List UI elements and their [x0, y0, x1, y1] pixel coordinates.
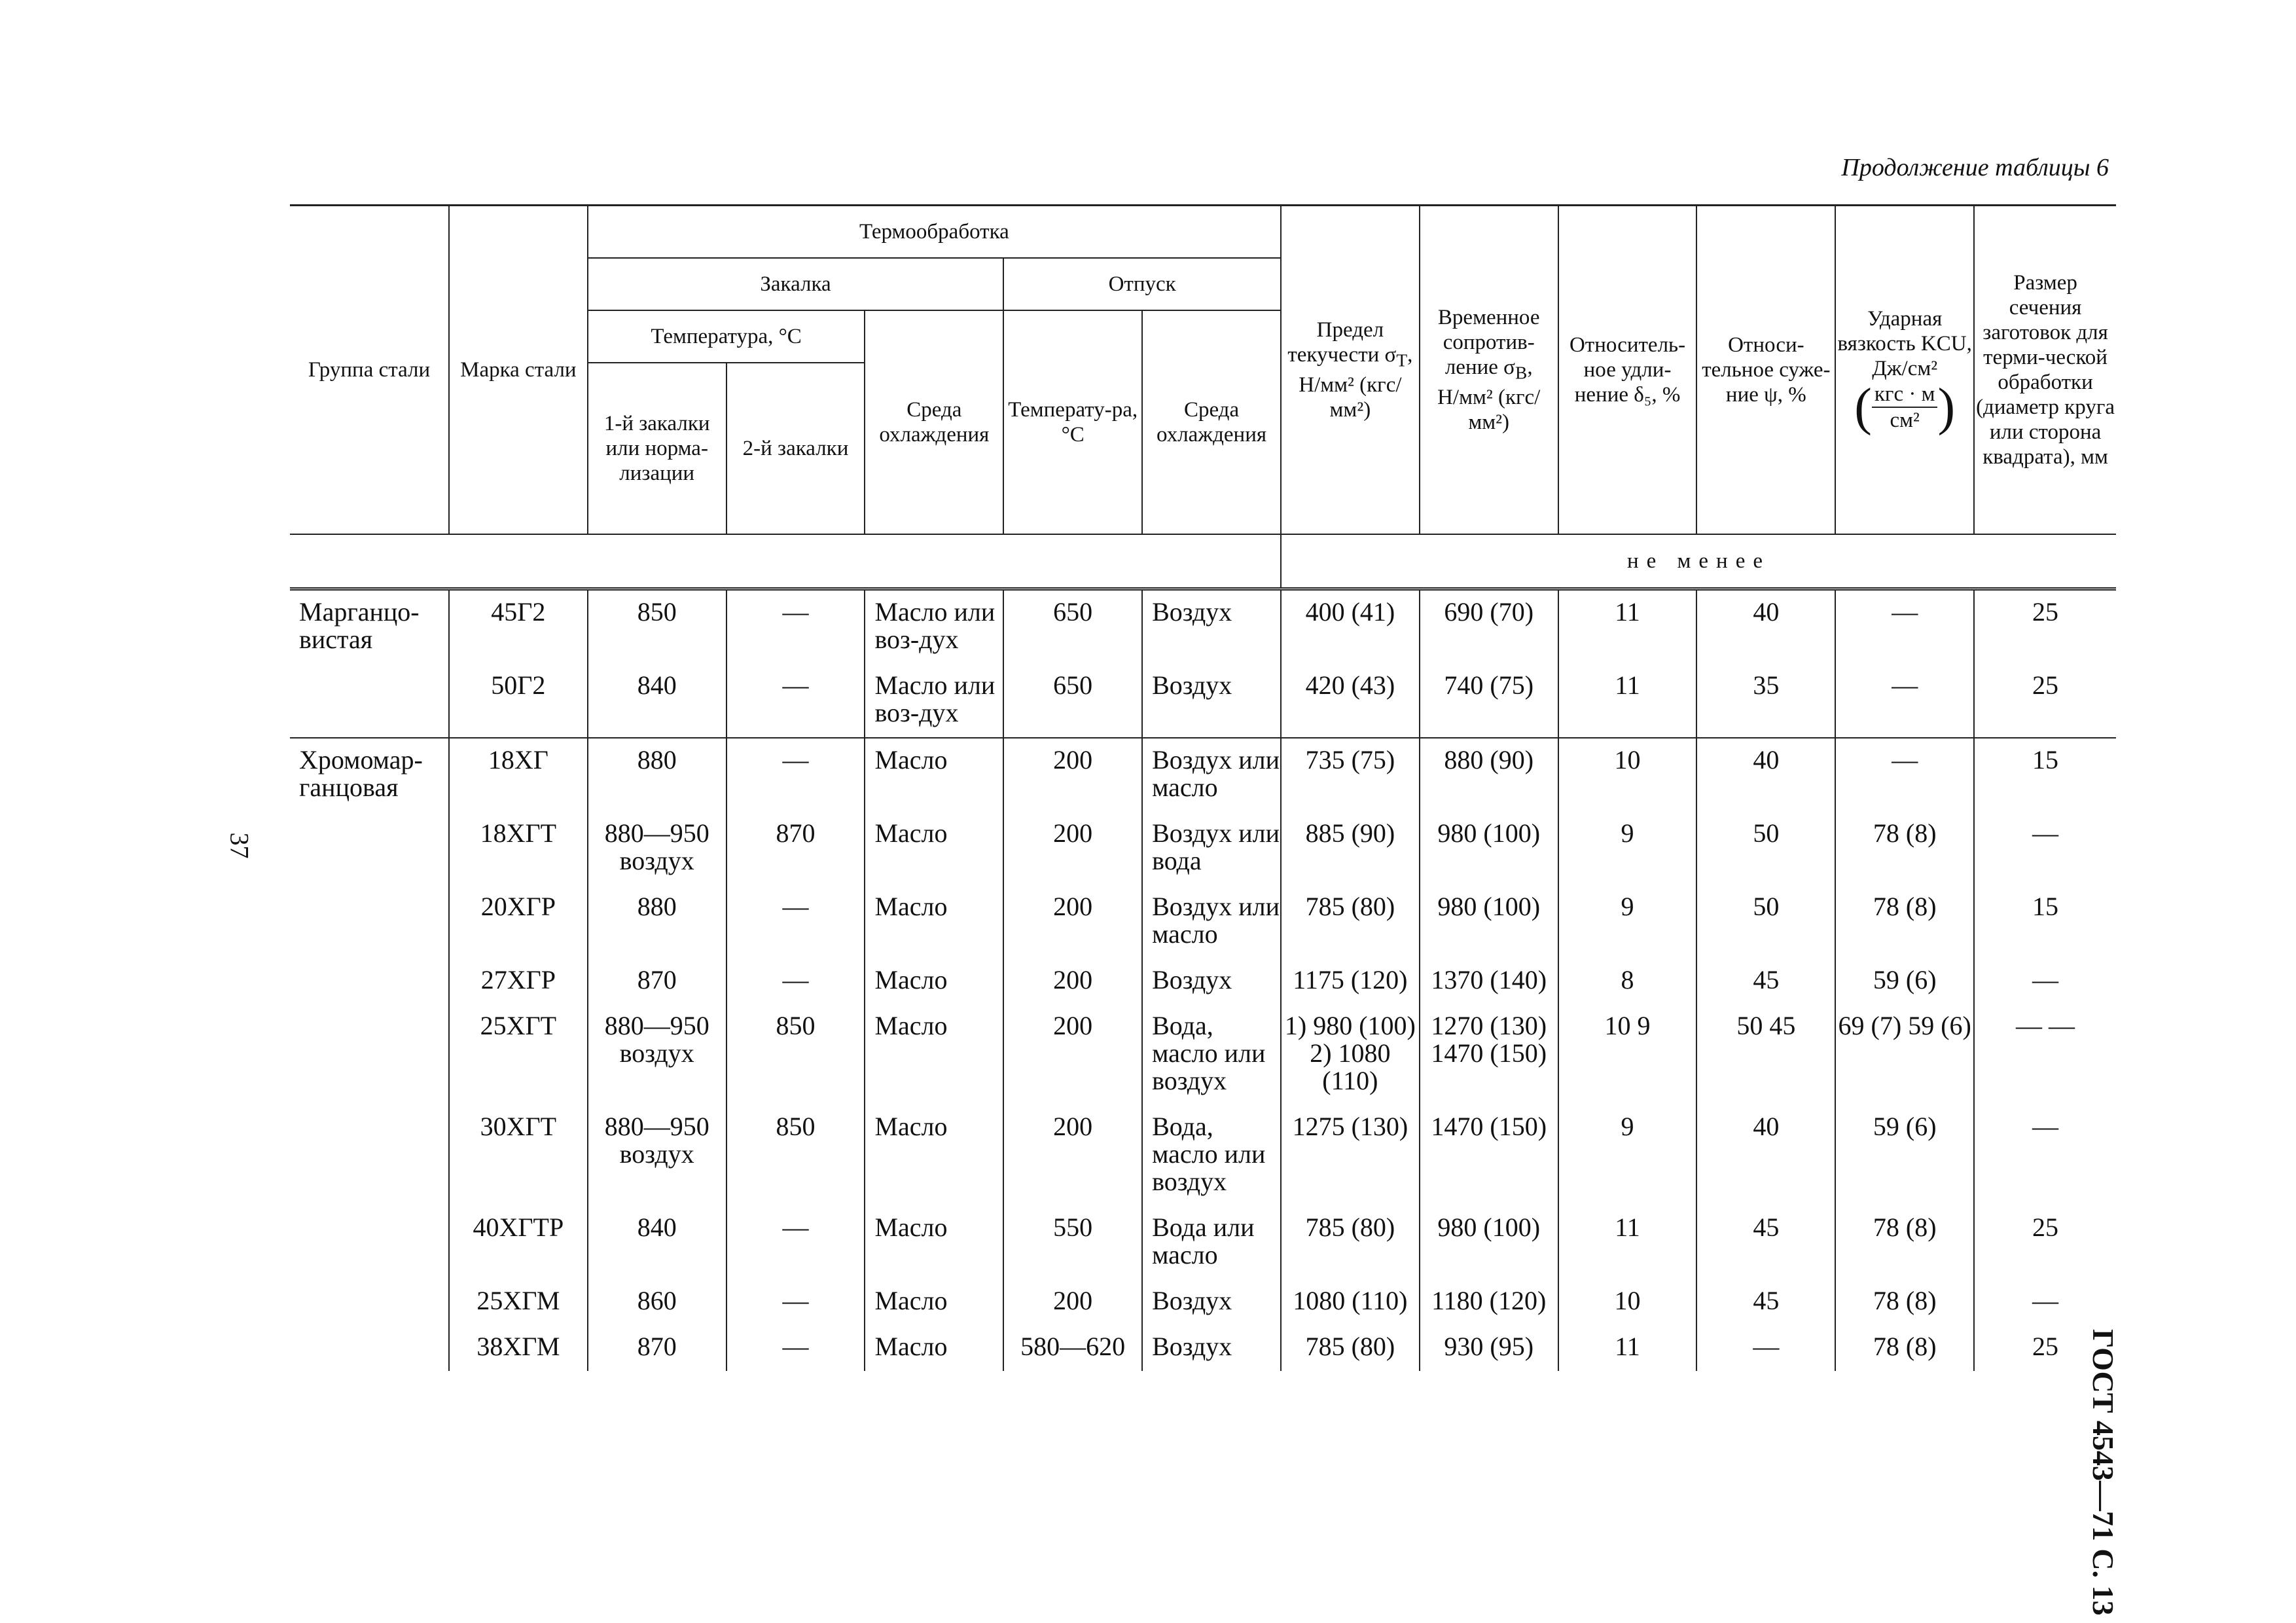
cell-yield: 785 (80) — [1281, 885, 1420, 958]
cell-tensile: 740 (75) — [1420, 664, 1558, 738]
cell-impact: 59 (6) — [1835, 958, 1974, 1004]
cell-temper-medium: Вода, масло или воздух — [1142, 1004, 1281, 1105]
cell-temper-temp: 200 — [1003, 1105, 1142, 1206]
cell-temper-temp: 650 — [1003, 589, 1142, 665]
cell-group — [290, 1004, 449, 1105]
table-row — [290, 812, 2116, 885]
cell-quench-2: — — [726, 1206, 865, 1279]
cell-elongation: 11 — [1558, 589, 1697, 665]
cell-quench-1: 880 — [588, 738, 726, 812]
cell-quench-1: 840 — [588, 1206, 726, 1279]
cell-yield: 1080 (110) — [1281, 1279, 1420, 1325]
col-quench-cooling-medium: Среда охлаждения — [865, 310, 1003, 534]
cell-group — [290, 958, 449, 1004]
col-elongation: Относитель-ное удли-нение δ₅, % — [1558, 206, 1697, 535]
table-row — [290, 738, 2116, 812]
cell-impact: 78 (8) — [1835, 1325, 1974, 1371]
cell-impact: — — [1835, 738, 1974, 812]
col-quenching: Закалка — [588, 258, 1003, 310]
table-row — [290, 1279, 2116, 1325]
cell-cooling: Масло или воз-дух — [865, 664, 1003, 738]
cell-yield: 1175 (120) — [1281, 958, 1420, 1004]
cell-group — [290, 812, 449, 885]
cell-size: 25 — [1974, 589, 2116, 665]
col-group: Группа стали — [290, 206, 449, 535]
cell-elongation: 11 — [1558, 664, 1697, 738]
cell-tensile: 1370 (140) — [1420, 958, 1558, 1004]
cell-size: — — [1974, 1105, 2116, 1206]
table-continuation-caption: Продолжение таблицы 6 — [1841, 154, 2109, 181]
col-temper-temperature: Температу-ра, °С — [1003, 310, 1142, 534]
cell-impact: 69 (7) 59 (6) — [1835, 1004, 1974, 1105]
cell-size: 25 — [1974, 664, 2116, 738]
cell-contraction: 50 — [1696, 812, 1835, 885]
cell-temper-temp: 550 — [1003, 1206, 1142, 1279]
cell-group: Хромомар-ганцовая — [290, 738, 449, 812]
cell-impact: 78 (8) — [1835, 812, 1974, 885]
cell-size: — — — [1974, 1004, 2116, 1105]
cell-temper-medium: Вода или масло — [1142, 1206, 1281, 1279]
steel-properties-table — [290, 204, 2116, 1371]
cell-cooling: Масло — [865, 885, 1003, 958]
col-grade: Марка стали — [449, 206, 588, 535]
cell-tensile: 930 (95) — [1420, 1325, 1558, 1371]
table-body — [290, 589, 2116, 1372]
cell-contraction: 40 — [1696, 738, 1835, 812]
cell-impact: 78 (8) — [1835, 885, 1974, 958]
cell-group — [290, 885, 449, 958]
cell-quench-1: 880 — [588, 885, 726, 958]
cell-elongation: 10 9 — [1558, 1004, 1697, 1105]
cell-impact: 59 (6) — [1835, 1105, 1974, 1206]
standard-reference: ГОСТ 4543—71 С. 13 — [2087, 1329, 2120, 1616]
cell-temper-medium: Воздух — [1142, 1325, 1281, 1371]
cell-elongation: 9 — [1558, 1105, 1697, 1206]
cell-elongation: 11 — [1558, 1206, 1697, 1279]
cell-cooling: Масло — [865, 1206, 1003, 1279]
cell-quench-2: 870 — [726, 812, 865, 885]
cell-tensile: 1270 (130) 1470 (150) — [1420, 1004, 1558, 1105]
cell-temper-medium: Воздух или масло — [1142, 738, 1281, 812]
table-row — [290, 1004, 2116, 1105]
col-temper-cooling-medium: Среда охлаждения — [1142, 310, 1281, 534]
col-quench-temperature: Температура, °С — [588, 310, 865, 363]
cell-yield: 785 (80) — [1281, 1206, 1420, 1279]
cell-elongation: 9 — [1558, 885, 1697, 958]
table-row — [290, 664, 2116, 738]
table-row — [290, 958, 2116, 1004]
cell-group — [290, 664, 449, 738]
cell-grade: 50Г2 — [449, 664, 588, 738]
cell-size: 25 — [1974, 1206, 2116, 1279]
cell-temper-medium: Вода, масло или воздух — [1142, 1105, 1281, 1206]
cell-size: 25 — [1974, 1325, 2116, 1371]
cell-cooling: Масло — [865, 958, 1003, 1004]
cell-tensile: 690 (70) — [1420, 589, 1558, 665]
col-first-quench: 1-й закалки или норма-лизации — [588, 363, 726, 534]
cell-grade: 18ХГ — [449, 738, 588, 812]
cell-size: — — [1974, 1279, 2116, 1325]
cell-yield: 420 (43) — [1281, 664, 1420, 738]
cell-yield: 885 (90) — [1281, 812, 1420, 885]
cell-size: — — [1974, 958, 2116, 1004]
cell-temper-medium: Воздух — [1142, 589, 1281, 665]
col-tensile-strength: Временное сопротив-ление $\sigma_В$, Н/мм² (кгс/мм²) — [1420, 206, 1558, 535]
not-less-label: не менее — [1281, 534, 2116, 589]
cell-size: 15 — [1974, 738, 2116, 812]
cell-quench-2: — — [726, 738, 865, 812]
col-yield-strength: Предел текучести $\sigma_Т$, Н/мм² (кгс/мм²) — [1281, 206, 1420, 535]
cell-quench-1: 880—950 воздух — [588, 812, 726, 885]
cell-quench-1: 870 — [588, 1325, 726, 1371]
col-heat-treatment: Термообработка — [588, 206, 1281, 259]
cell-grade: 20ХГР — [449, 885, 588, 958]
cell-temper-temp: 200 — [1003, 1004, 1142, 1105]
cell-quench-2: — — [726, 1279, 865, 1325]
cell-quench-1: 870 — [588, 958, 726, 1004]
cell-temper-medium: Воздух или масло — [1142, 885, 1281, 958]
cell-quench-2: — — [726, 1325, 865, 1371]
cell-grade: 25ХГТ — [449, 1004, 588, 1105]
cell-tensile: 880 (90) — [1420, 738, 1558, 812]
cell-grade: 18ХГТ — [449, 812, 588, 885]
cell-elongation: 8 — [1558, 958, 1697, 1004]
cell-grade: 45Г2 — [449, 589, 588, 665]
cell-grade: 25ХГМ — [449, 1279, 588, 1325]
cell-elongation: 10 — [1558, 738, 1697, 812]
cell-temper-temp: 200 — [1003, 958, 1142, 1004]
cell-size: — — [1974, 812, 2116, 885]
cell-tensile: 980 (100) — [1420, 1206, 1558, 1279]
cell-impact: 78 (8) — [1835, 1206, 1974, 1279]
cell-quench-2: 850 — [726, 1004, 865, 1105]
cell-temper-temp: 200 — [1003, 885, 1142, 958]
cell-size: 15 — [1974, 885, 2116, 958]
cell-temper-temp: 200 — [1003, 738, 1142, 812]
cell-temper-temp: 650 — [1003, 664, 1142, 738]
cell-contraction: 50 — [1696, 885, 1835, 958]
table-row — [290, 885, 2116, 958]
cell-cooling: Масло — [865, 1279, 1003, 1325]
cell-grade: 40ХГТР — [449, 1206, 588, 1279]
table-row — [290, 1105, 2116, 1206]
cell-cooling: Масло — [865, 1325, 1003, 1371]
cell-contraction: 45 — [1696, 1279, 1835, 1325]
col-contraction: Относи-тельное суже-ние ψ, % — [1696, 206, 1835, 535]
col-section-size: Размер сечения заготовок для терми-ческой обработки (диаметр круга или сторона квадрата), мм — [1974, 206, 2116, 535]
cell-quench-1: 840 — [588, 664, 726, 738]
page-number: 37 — [224, 832, 255, 859]
cell-elongation: 10 — [1558, 1279, 1697, 1325]
cell-contraction: 40 — [1696, 589, 1835, 665]
cell-impact: — — [1835, 589, 1974, 665]
cell-yield: 785 (80) — [1281, 1325, 1420, 1371]
cell-cooling: Масло — [865, 738, 1003, 812]
col-tempering: Отпуск — [1003, 258, 1281, 310]
cell-quench-2: — — [726, 589, 865, 665]
cell-cooling: Масло — [865, 1105, 1003, 1206]
cell-yield: 1275 (130) — [1281, 1105, 1420, 1206]
cell-quench-1: 880—950 воздух — [588, 1105, 726, 1206]
table-header — [290, 206, 2116, 589]
table-row — [290, 589, 2116, 665]
cell-contraction: 50 45 — [1696, 1004, 1835, 1105]
cell-quench-2: 850 — [726, 1105, 865, 1206]
cell-temper-temp: 580—620 — [1003, 1325, 1142, 1371]
cell-grade: 27ХГР — [449, 958, 588, 1004]
cell-quench-1: 860 — [588, 1279, 726, 1325]
cell-quench-2: — — [726, 885, 865, 958]
cell-quench-1: 850 — [588, 589, 726, 665]
cell-tensile: 1470 (150) — [1420, 1105, 1558, 1206]
cell-temper-medium: Воздух — [1142, 664, 1281, 738]
cell-contraction: 45 — [1696, 958, 1835, 1004]
cell-yield: 1) 980 (100) 2) 1080 (110) — [1281, 1004, 1420, 1105]
cell-temper-medium: Воздух — [1142, 1279, 1281, 1325]
cell-grade: 38ХГМ — [449, 1325, 588, 1371]
cell-elongation: 9 — [1558, 812, 1697, 885]
cell-quench-2: — — [726, 958, 865, 1004]
col-second-quench: 2-й закалки — [726, 363, 865, 534]
cell-contraction: 35 — [1696, 664, 1835, 738]
cell-yield: 400 (41) — [1281, 589, 1420, 665]
cell-group — [290, 1279, 449, 1325]
cell-tensile: 1180 (120) — [1420, 1279, 1558, 1325]
cell-contraction: — — [1696, 1325, 1835, 1371]
col-impact-strength: Ударная вязкость KCU, Дж/см² ( $\frac{\text{кгс · м}}{\text{см²}}$ ) — [1835, 206, 1974, 535]
table-row — [290, 1206, 2116, 1279]
cell-group — [290, 1206, 449, 1279]
cell-temper-temp: 200 — [1003, 1279, 1142, 1325]
cell-temper-medium: Воздух или вода — [1142, 812, 1281, 885]
cell-grade: 30ХГТ — [449, 1105, 588, 1206]
cell-cooling: Масло — [865, 812, 1003, 885]
cell-group — [290, 1325, 449, 1371]
cell-elongation: 11 — [1558, 1325, 1697, 1371]
cell-quench-1: 880—950 воздух — [588, 1004, 726, 1105]
cell-temper-temp: 200 — [1003, 812, 1142, 885]
cell-impact: 78 (8) — [1835, 1279, 1974, 1325]
cell-group: Марганцо-вистая — [299, 597, 420, 654]
cell-cooling: Масло — [865, 1004, 1003, 1105]
cell-cooling: Масло или воз-дух — [865, 589, 1003, 665]
cell-tensile: 980 (100) — [1420, 885, 1558, 958]
cell-yield: 735 (75) — [1281, 738, 1420, 812]
cell-group — [290, 1105, 449, 1206]
cell-contraction: 40 — [1696, 1105, 1835, 1206]
cell-quench-2: — — [726, 664, 865, 738]
cell-temper-medium: Воздух — [1142, 958, 1281, 1004]
cell-contraction: 45 — [1696, 1206, 1835, 1279]
table-row — [290, 1325, 2116, 1371]
cell-impact: — — [1835, 664, 1974, 738]
cell-tensile: 980 (100) — [1420, 812, 1558, 885]
